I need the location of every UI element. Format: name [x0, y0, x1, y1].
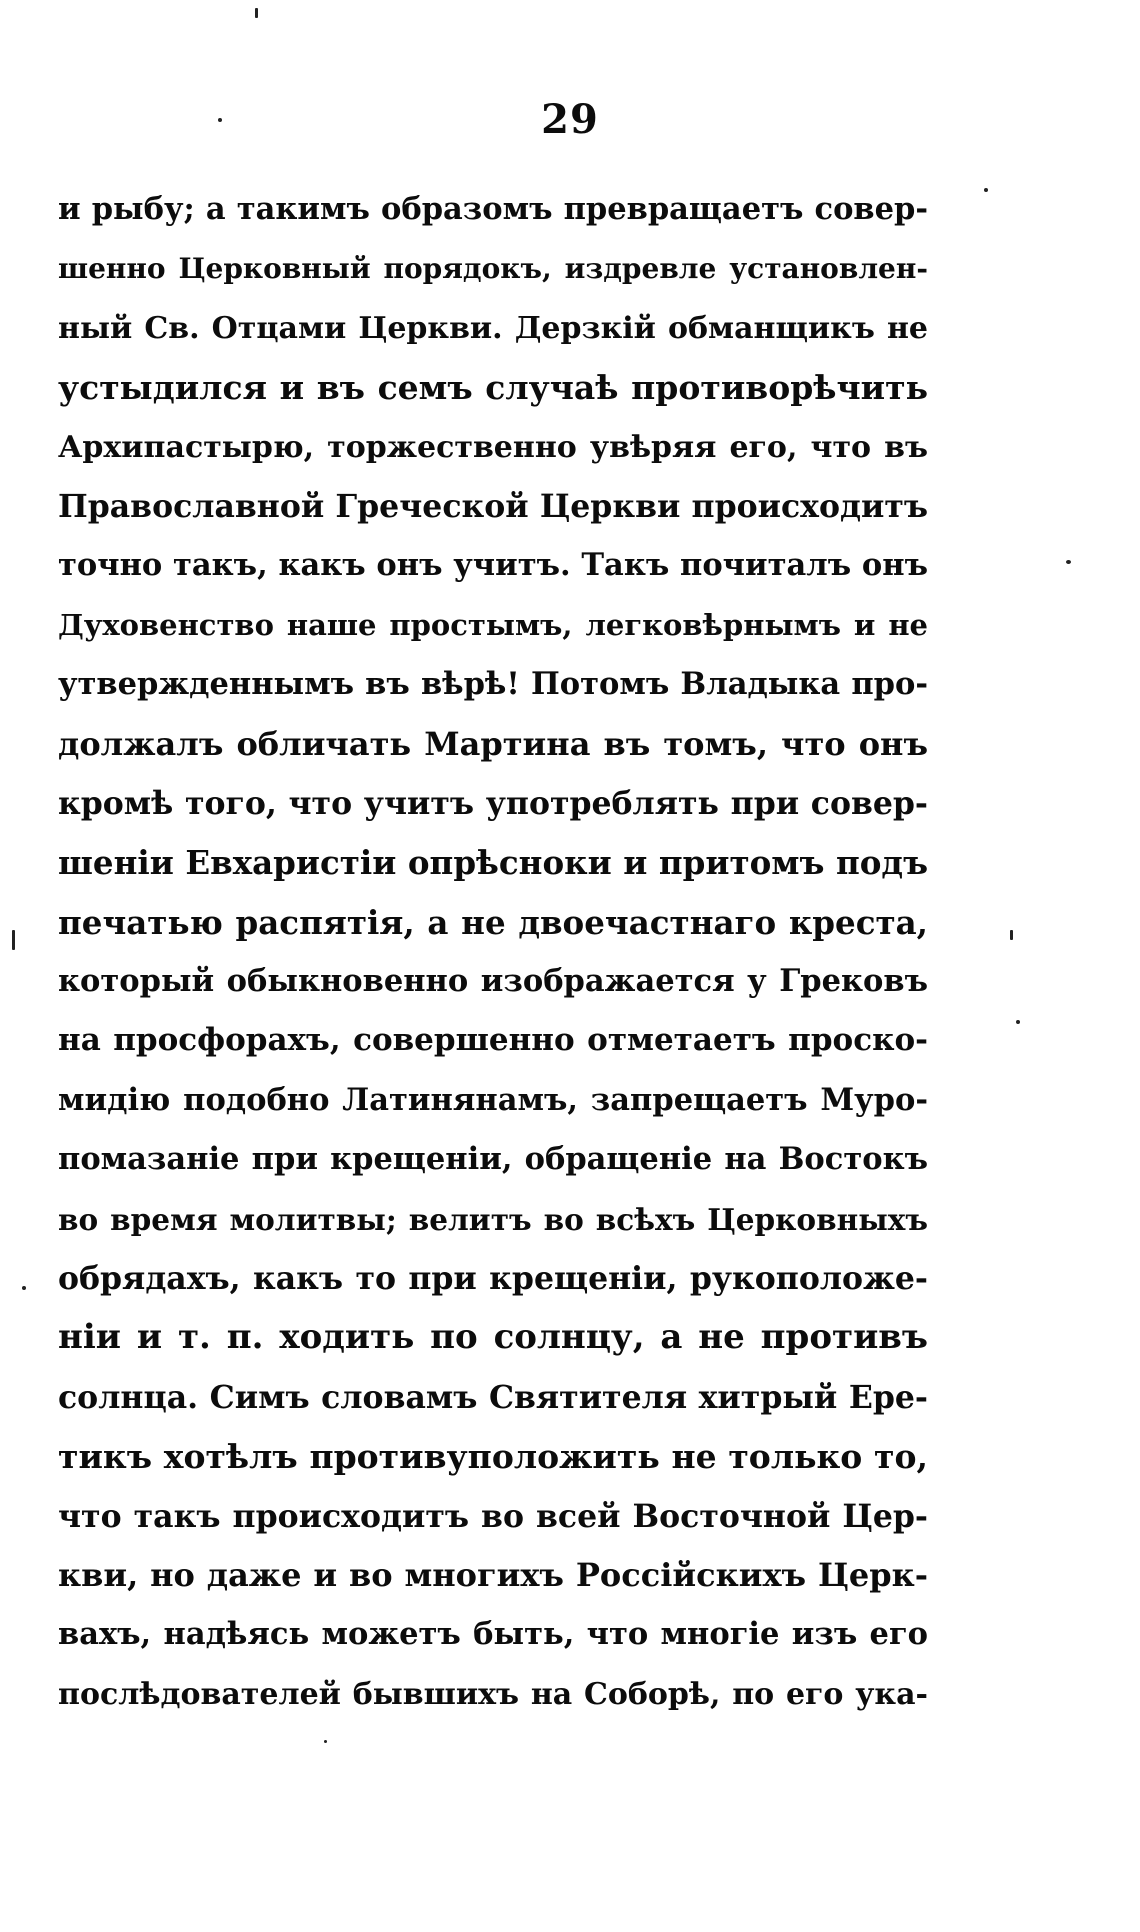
text-line: послѣдователей бывшихъ на Соборѣ, по его ука-: [58, 1676, 928, 1712]
scan-speck: [218, 118, 222, 122]
text-line: шенно Церковный порядокъ, издревле установлен-: [58, 252, 928, 286]
text-line: Православной Греческой Церкви происходитъ: [58, 487, 928, 525]
text-line: помазаніе при крещеніи, обращеніе на Востокъ: [58, 1141, 928, 1178]
body-text: [58, 180, 928, 1724]
text-line: утвержденнымъ въ вѣрѣ! Потомъ Владыка про-: [58, 666, 928, 703]
text-line: точно такъ, какъ онъ учитъ. Такъ почиталъ онъ: [58, 547, 928, 584]
scan-speck: [12, 930, 15, 950]
text-line: вахъ, надѣясь можетъ быть, что многіе изъ его: [58, 1616, 928, 1653]
scan-speck: [1010, 930, 1013, 940]
text-line: солнца. Симъ словамъ Святителя хитрый Ере-: [58, 1378, 928, 1416]
text-line: Духовенство наше простымъ, легковѣрнымъ и не: [58, 607, 928, 642]
text-line: шеніи Евхаристіи опрѣсноки и притомъ подъ: [58, 843, 928, 883]
text-line: Архипастырю, торжественно увѣряя его, что въ: [58, 429, 928, 465]
text-line: обрядахъ, какъ то при крещеніи, рукоположе-: [58, 1260, 928, 1298]
text-line: во время молитвы; велитъ во всѣхъ Церковныхъ: [58, 1201, 928, 1237]
text-line: печатью распятія, а не двоечастнаго креста,: [58, 902, 928, 942]
text-line: мидію подобно Латинянамъ, запрещаетъ Муро-: [58, 1081, 928, 1118]
text-line: кви, но даже и во многихъ Россійскихъ Церк-: [58, 1555, 928, 1594]
scan-speck: [22, 1286, 26, 1290]
text-line: устыдился и въ семъ случаѣ противорѣчить: [58, 368, 928, 408]
page-number: 29: [541, 96, 599, 143]
text-line: тикъ хотѣлъ противуположить не только то,: [58, 1437, 928, 1477]
scan-speck: [1016, 1020, 1020, 1024]
scan-speck: [984, 188, 988, 192]
text-line: что такъ происходитъ во всей Восточной Цер-: [58, 1497, 928, 1535]
text-line: и рыбу; а такимъ образомъ превращаетъ совер-: [58, 191, 928, 227]
text-line: должалъ обличать Мартина въ томъ, что онъ: [58, 724, 928, 763]
scan-speck: [255, 8, 258, 18]
text-line: ніи и т. п. ходить по солнцу, а не противъ: [58, 1317, 928, 1358]
scan-speck: [1066, 560, 1071, 564]
text-line: который обыкновенно изображается у Грековъ: [58, 963, 928, 1000]
text-line: ный Св. Отцами Церкви. Дерзкій обманщикъ не: [58, 310, 928, 346]
text-line: на просфорахъ, совершенно отметаетъ проско-: [58, 1022, 928, 1059]
scan-speck: [324, 1740, 327, 1743]
text-line: кромѣ того, что учитъ употреблять при совер-: [58, 784, 928, 822]
